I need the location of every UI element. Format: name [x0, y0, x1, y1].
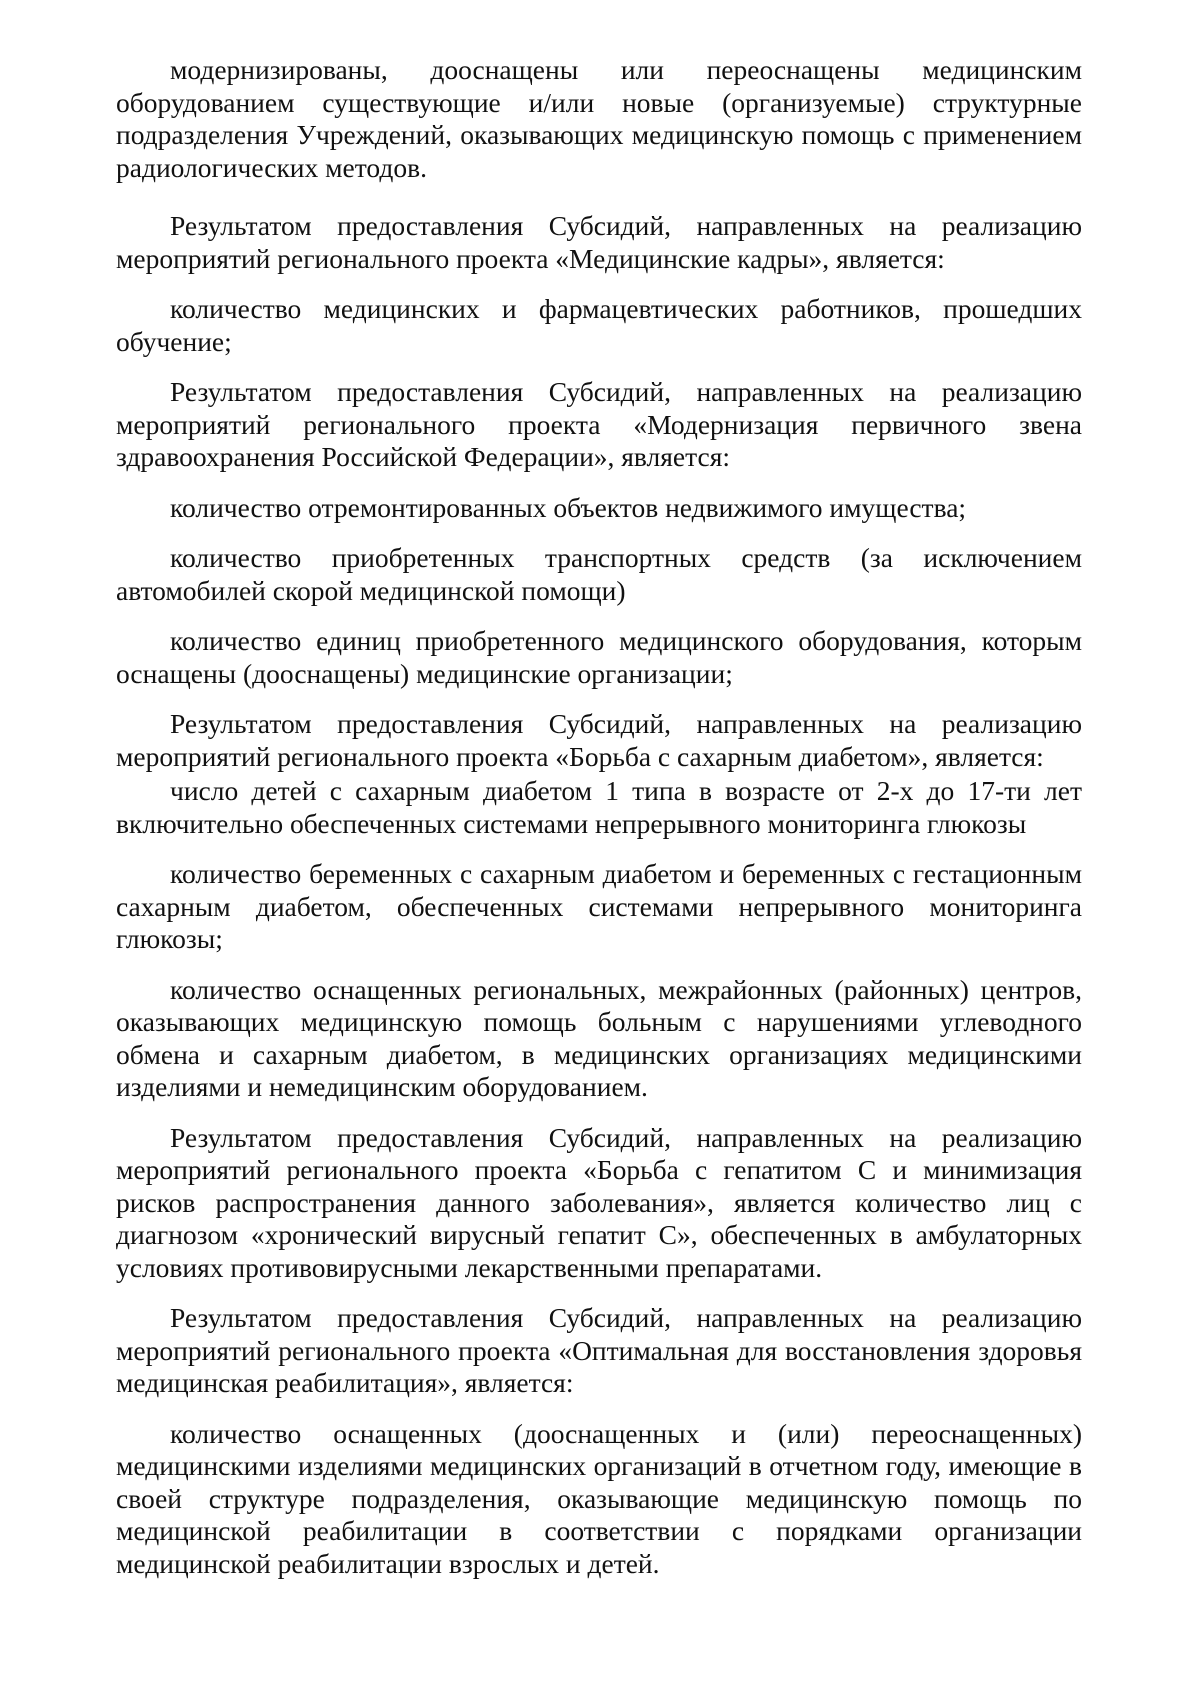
paragraph-diabetes-centers: количество оснащенных региональных, межрайонных (районных) центров, оказывающих медицинскую помощь больным с нарушениями углеводного обмена и сахарным диабетом, в медицинских организациях медицинскими изделиями и немедицинским оборудованием. [116, 973, 1082, 1102]
paragraph-equipment-units: количество единиц приобретенного медицинского оборудования, которым оснащены (дооснащены) медицинские организации; [116, 625, 1082, 689]
paragraph-trained-workers: количество медицинских и фармацевтических работников, прошедших обучение; [116, 293, 1082, 357]
paragraph-radiology-continuation: модернизированы, дооснащены или переоснащены медицинским оборудованием существующие и/или новые (организуемые) структурные подразделения Учреждений, оказывающих медицинскую помощь с применением радиологических методов. [116, 54, 1082, 183]
paragraph-primary-care-result: Результатом предоставления Субсидий, направленных на реализацию мероприятий регионального проекта «Модернизация первичного звена здравоохранения Российской Федерации», является: [116, 376, 1082, 472]
paragraph-diabetes-result: Результатом предоставления Субсидий, направленных на реализацию мероприятий регионального проекта «Борьба с сахарным диабетом», является: [116, 708, 1082, 772]
paragraph-repaired-objects: количество отремонтированных объектов недвижимого имущества; [170, 491, 967, 523]
paragraph-children-diabetes: число детей с сахарным диабетом 1 типа в возрасте от 2-х до 17-ти лет включительно обеспеченных системами непрерывного мониторинга глюкозы [116, 775, 1082, 839]
paragraph-hepatitis-result: Результатом предоставления Субсидий, направленных на реализацию мероприятий регионального проекта «Борьба с гепатитом С и минимизация рисков распространения данного заболевания», является количество лиц с диагнозом «хронический вирусный гепатит С», обеспеченных в амбулаторных условиях противовирусными лекарственными препаратами. [116, 1121, 1082, 1283]
paragraph-pregnant-diabetes: количество беременных с сахарным диабетом и беременных с гестационным сахарным диабетом, обеспеченных системами непрерывного мониторинга глюкозы; [116, 858, 1082, 954]
document-page [116, 54, 1082, 1580]
paragraph-medical-staff-result: Результатом предоставления Субсидий, направленных на реализацию мероприятий регионального проекта «Медицинские кадры», является: [116, 210, 1082, 274]
paragraph-rehabilitation-result: Результатом предоставления Субсидий, направленных на реализацию мероприятий регионального проекта «Оптимальная для восстановления здоровья медицинская реабилитация», является: [116, 1302, 1082, 1398]
paragraph-vehicles: количество приобретенных транспортных средств (за исключением автомобилей скорой медицинской помощи) [116, 542, 1082, 606]
paragraph-rehabilitation-organizations: количество оснащенных (дооснащенных и (или) переоснащенных) медицинскими изделиями медицинских организаций в отчетном году, имеющие в своей структуре подразделения, оказывающие медицинскую помощь по медицинской реабилитации в соответствии с порядками организации медицинской реабилитации взрослых и детей. [116, 1417, 1082, 1579]
